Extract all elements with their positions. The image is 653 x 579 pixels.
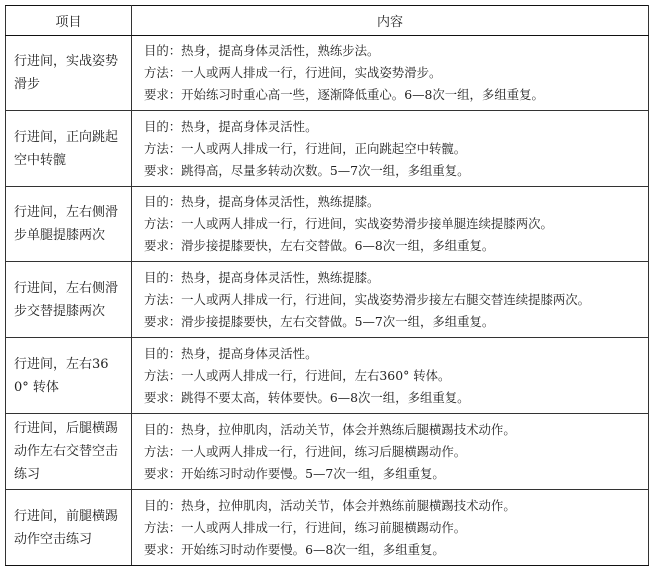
method-line: 方法：一人或两人排成一行，行进间，实战姿势滑步接左右腿交替连续提膝两次。 — [144, 291, 591, 307]
content-cell — [132, 414, 649, 490]
item-cell: 行进间，左右360° 转体 — [6, 338, 132, 414]
table-row — [6, 187, 649, 262]
item-cell: 行进间，后腿横踢动作左右交替空击练习 — [6, 414, 132, 490]
training-table — [5, 5, 649, 566]
header-row — [6, 6, 649, 36]
item-cell: 行进间，实战姿势滑步 — [6, 36, 132, 111]
content-cell — [132, 187, 649, 262]
content-cell — [132, 338, 649, 414]
item-cell: 行进间，前腿横踢动作空击练习 — [6, 490, 132, 566]
purpose-line: 目的：热身，提高身体灵活性，熟练步法。 — [144, 43, 380, 58]
content-cell — [132, 262, 649, 338]
requirement-line: 要求：开始练习时动作要慢。6—8次一组，多组重复。 — [144, 541, 445, 557]
method-line: 方法：一人或两人排成一行，行进间，练习前腿横踢动作。 — [144, 519, 467, 535]
table-row — [6, 490, 649, 566]
content-cell — [132, 490, 649, 566]
header-content: 内容 — [132, 6, 649, 36]
purpose-line: 目的：热身，提高身体灵活性，熟练提膝。 — [144, 194, 380, 209]
method-line: 方法：一人或两人排成一行，行进间，正向跳起空中转髋。 — [144, 140, 467, 156]
requirement-line: 要求：跳得不要太高，转体要快。6—8次一组，多组重复。 — [144, 389, 470, 405]
content-cell — [132, 111, 649, 187]
table-row — [6, 36, 649, 111]
method-line: 方法：一人或两人排成一行，行进间，实战姿势滑步。 — [144, 65, 442, 80]
requirement-line: 要求：滑步接提膝要快，左右交替做。5—7次一组，多组重复。 — [144, 313, 495, 329]
purpose-line: 目的：热身，提高身体灵活性，熟练提膝。 — [144, 269, 380, 285]
table-row — [6, 338, 649, 414]
method-line: 方法：一人或两人排成一行，行进间，实战姿势滑步接单腿连续提膝两次。 — [144, 216, 553, 231]
content-cell — [132, 36, 649, 111]
requirement-line: 要求：开始练习时重心高一些，逐渐降低重心。6—8次一组，多组重复。 — [144, 87, 544, 102]
table-row — [6, 262, 649, 338]
header-item: 项目 — [6, 6, 132, 36]
purpose-line: 目的：热身，拉伸肌肉，活动关节，体会并熟练前腿横踢技术动作。 — [144, 497, 516, 513]
item-cell: 行进间，左右侧滑步交替提膝两次 — [6, 262, 132, 338]
item-cell: 行进间，左右侧滑步单腿提膝两次 — [6, 187, 132, 262]
method-line: 方法：一人或两人排成一行，行进间，练习后腿横踢动作。 — [144, 443, 467, 459]
table-row — [6, 111, 649, 187]
requirement-line: 要求：跳得高，尽量多转动次数。5—7次一组，多组重复。 — [144, 162, 470, 178]
purpose-line: 目的：热身，提高身体灵活性。 — [144, 345, 318, 361]
requirement-line: 要求：开始练习时动作要慢。5—7次一组，多组重复。 — [144, 465, 445, 481]
table-row — [6, 414, 649, 490]
method-line: 方法：一人或两人排成一行，行进间，左右360° 转体。 — [144, 367, 451, 383]
requirement-line: 要求：滑步接提膝要快，左右交替做。6—8次一组，多组重复。 — [144, 238, 495, 253]
item-cell: 行进间，正向跳起空中转髋 — [6, 111, 132, 187]
purpose-line: 目的：热身，提高身体灵活性。 — [144, 118, 318, 134]
purpose-line: 目的：热身，拉伸肌肉，活动关节，体会并熟练后腿横踢技术动作。 — [144, 421, 516, 437]
